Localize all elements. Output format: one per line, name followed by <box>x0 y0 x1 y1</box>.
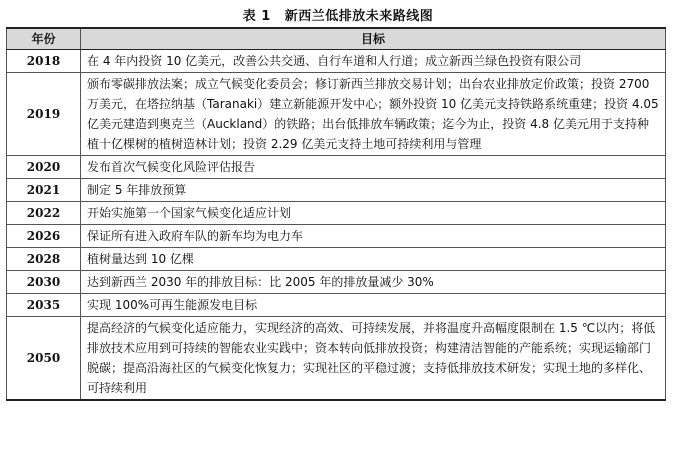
goal-cell: 开始实施第一个国家气候变化适应计划 <box>81 202 666 225</box>
year-cell: 2035 <box>7 294 81 317</box>
table-number: 表 1 <box>242 9 271 24</box>
table-row <box>7 225 666 248</box>
year-cell: 2028 <box>7 248 81 271</box>
goal-cell: 发布首次气候变化风险评估报告 <box>81 156 666 179</box>
table-row <box>7 248 666 271</box>
goal-cell: 达到新西兰 2030 年的排放目标：比 2005 年的排放量减少 30% <box>81 271 666 294</box>
goal-cell: 在 4 年内投资 10 亿美元，改善公共交通、自行车道和人行道；成立新西兰绿色投资有限公司 <box>81 50 666 73</box>
table-row <box>7 317 666 401</box>
goal-cell: 提高经济的气候变化适应能力，实现经济的高效、可持续发展，并将温度升高幅度限制在 1.5 ℃以内；将低排放技术应用到可持续的智能农业实践中；资本转向低排放投资；构建清洁智能的产能系统；实现运输部门脱碳；提高沿海社区的气候变化恢复力；实现社区的平稳过渡；支持低排放技术研发；实现土地的多样化、可持续利用 <box>81 317 666 401</box>
table-row <box>7 294 666 317</box>
header-year: 年份 <box>7 28 81 50</box>
table-row <box>7 73 666 156</box>
goal-cell: 制定 5 年排放预算 <box>81 179 666 202</box>
year-cell: 2030 <box>7 271 81 294</box>
goal-cell: 植树量达到 10 亿棵 <box>81 248 666 271</box>
year-cell: 2021 <box>7 179 81 202</box>
year-cell: 2022 <box>7 202 81 225</box>
header-row <box>7 28 666 50</box>
year-cell: 2050 <box>7 317 81 401</box>
year-cell: 2020 <box>7 156 81 179</box>
goal-cell: 实现 100%可再生能源发电目标 <box>81 294 666 317</box>
table-row <box>7 179 666 202</box>
table-row <box>7 50 666 73</box>
year-cell: 2026 <box>7 225 81 248</box>
roadmap-table <box>6 27 666 401</box>
table-row <box>7 202 666 225</box>
goal-cell: 颁布零碳排放法案；成立气候变化委员会；修订新西兰排放交易计划；出台农业排放定价政策；投资 2700 万美元，在塔拉纳基（Taranaki）建立新能源开发中心；额外投资 10 亿美元支持铁路系统重建；投资 4.05 亿美元建造到奥克兰（Auckland）的铁路；出台低排放车辆政策；迄今为止，投资 4.8 亿美元用于支持种植十亿棵树的植树造林计划；投资 2.29 亿美元支持土地可持续利用与管理 <box>81 73 666 156</box>
goal-cell: 保证所有进入政府车队的新车均为电力车 <box>81 225 666 248</box>
table-caption <box>0 5 676 24</box>
table-title: 新西兰低排放未来路线图 <box>284 9 434 24</box>
year-cell: 2018 <box>7 50 81 73</box>
table-row <box>7 156 666 179</box>
year-cell: 2019 <box>7 73 81 156</box>
header-goal: 目标 <box>81 28 666 50</box>
table-row <box>7 271 666 294</box>
